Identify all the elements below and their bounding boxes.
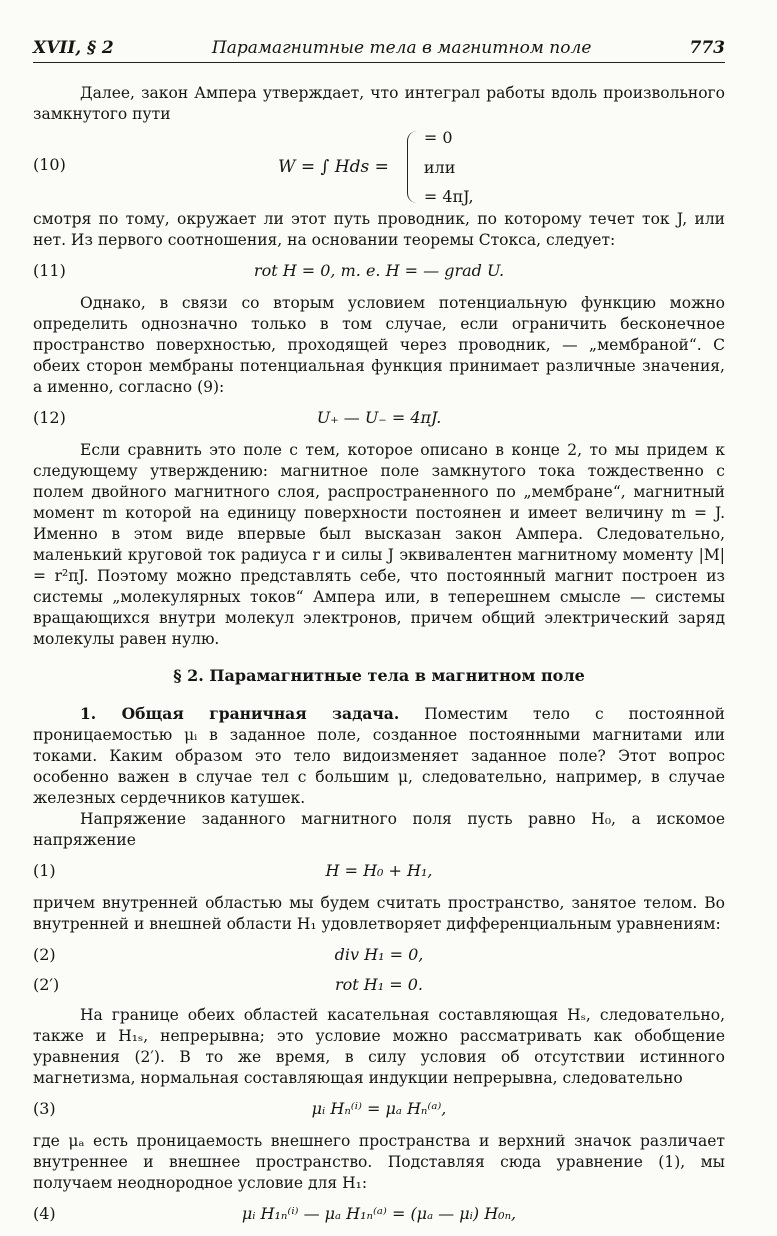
equation-number: (1) — [33, 861, 56, 880]
equation-12 — [33, 398, 725, 440]
paragraph-field-strength: Напряжение заданного магнитного поля пусть равно H₀, а искомое напряжение — [33, 810, 725, 849]
case-zero: = 0 — [423, 128, 453, 147]
equation-body: μᵢ Hₙ⁽ⁱ⁾ = μₐ Hₙ⁽ᵃ⁾, — [311, 1099, 447, 1118]
equation-number: (11) — [33, 261, 66, 280]
equation-lhs: W = ∫ Hds = — [278, 157, 389, 177]
subsection-title: 1. Общая граничная задача. — [80, 704, 400, 723]
equation-11 — [33, 251, 725, 293]
equation-body: rot H = 0, т. е. H = — grad U. — [253, 261, 505, 280]
equation-body — [278, 125, 474, 209]
equation-number: (12) — [33, 408, 66, 427]
equation-number: (4) — [33, 1204, 56, 1223]
equation-number: (2) — [33, 945, 56, 964]
equation-10 — [33, 125, 725, 209]
case-or: или — [423, 157, 456, 177]
paragraph-boundary-problem — [33, 703, 725, 809]
brace-shape — [407, 131, 420, 203]
chapter-ref: XVII, § 2 — [33, 38, 114, 58]
equation-body: div H₁ = 0, — [334, 945, 424, 964]
equation-body: H = H₀ + H₁, — [325, 861, 433, 880]
equation-cases — [424, 128, 474, 206]
paragraph-inner-region: причем внутренней областью мы будем считать пространство, занятое телом. Во внутренней и внешней области H₁ удовлетворяет дифференциальным уравнениям: — [33, 894, 725, 933]
equation-body: μᵢ H₁ₙ⁽ⁱ⁾ — μₐ H₁ₙ⁽ᵃ⁾ = (μₐ — μᵢ) H₀ₙ, — [241, 1204, 517, 1223]
paragraph-permeability: где μₐ есть проницаемость внешнего пространства и верхний значок различает внутреннее и внешнее пространство. Подставляя сюда уравнение (1), мы получаем неоднородное условие для H₁: — [33, 1132, 725, 1192]
paragraph-text: Поместим тело с постоянной проницаемостью μᵢ в заданное поле, созданное постоянными магнитами или токами. Каким образом это тело видоизменяет заданное поле? Этот вопрос особенно важен в случае тел с большим μ, следовательно, например, в случае железных сердечников катушек. — [33, 705, 725, 807]
equation-number: (10) — [33, 155, 66, 174]
equation-body: rot H₁ = 0. — [334, 975, 423, 994]
equation-number: (2′) — [33, 975, 60, 994]
paragraph-membrane: Однако, в связи со вторым условием потенциальную функцию можно определить однозначно только в том случае, если ограничить бесконечное пространство поверхностью, проходящей через проводник, — „мембраной“. С обеих сторон мембраны потенциальная функция принимает различные значения, а именно, согласно (9): — [33, 294, 725, 396]
equation-body: U₊ — U₋ = 4πJ. — [316, 408, 442, 427]
equation-2 — [33, 935, 725, 965]
paragraph-double-layer: Если сравнить это поле с тем, которое описано в конце 2, то мы придем к следующему утверждению: магнитное поле замкнутого тока тождественно с полем двойного магнитного слоя, распространенного по „мембране“, магнитный момент m которой на единицу поверхности постоянен и имеет величину m = J. Именно в этом виде впервые был высказан закон Ампера. Следовательно, маленький круговой ток радиуса r и силы J эквивалентен магнитному моменту |M| = r²πJ. Поэтому можно представлять себе, что постоянный магнит построен из системы „молекулярных токов“ Ампера или, в теперешнем смысле — системы вращающихся внутри молекул электронов, причем общий электрический заряд молекулы равен нулю. — [33, 441, 725, 648]
equation-2-prime — [33, 965, 725, 1005]
running-title: Парамагнитные тела в магнитном поле — [211, 38, 592, 58]
page — [33, 38, 725, 1236]
running-header — [33, 38, 725, 63]
equation-4 — [33, 1194, 725, 1236]
paragraph-stokes: смотря по тому, окружает ли этот путь проводник, по которому течет ток J, или нет. Из первого соотношения, на основании теоремы Стокса, следует: — [33, 210, 725, 249]
equation-1 — [33, 851, 725, 893]
equation-3 — [33, 1089, 725, 1131]
paragraph-ampere-law: Далее, закон Ампера утверждает, что интеграл работы вдоль произвольного замкнутого пути — [33, 84, 725, 123]
equation-number: (3) — [33, 1099, 56, 1118]
paragraph-tangential: На границе обеих областей касательная составляющая Hₛ, следовательно, также и H₁ₛ, непрерывна; это условие можно рассматривать как обобщение уравнения (2′). В то же время, в силу условия об отсутствии истинного магнетизма, нормальная составляющая индукции непрерывна, следовательно — [33, 1006, 725, 1087]
section-heading: § 2. Парамагнитные тела в магнитном поле — [173, 666, 585, 685]
page-number: 773 — [689, 38, 725, 58]
case-current: = 4πJ, — [423, 187, 474, 206]
